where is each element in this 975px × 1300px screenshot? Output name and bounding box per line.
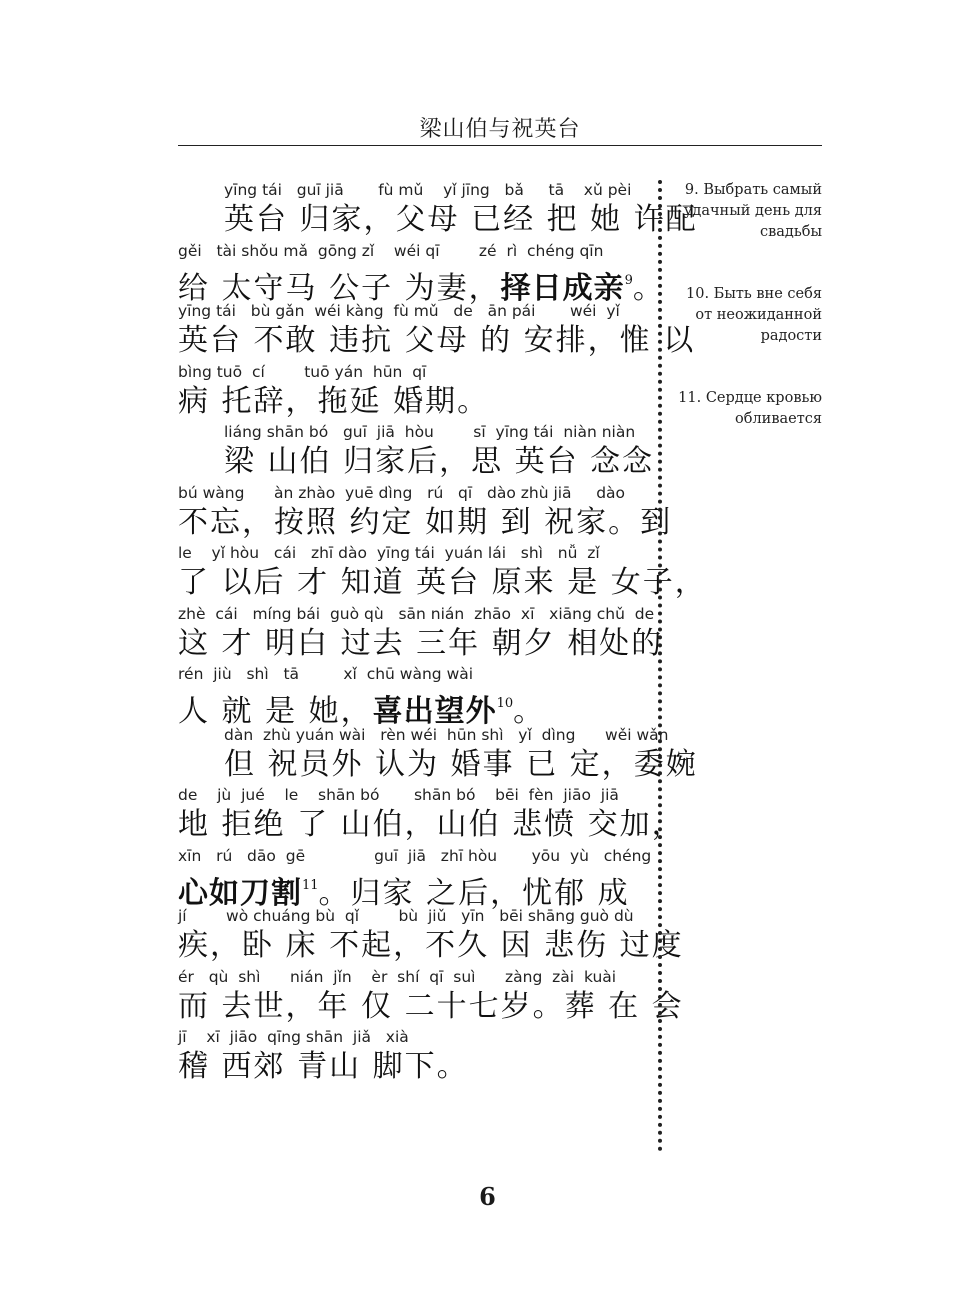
hanzi-segment: 了 以后 才 知道 英台 原来 是 女子， xyxy=(178,565,707,600)
hanzi-segment: 而 去世，年 仅 二十七岁。葬 在 会 xyxy=(178,988,684,1024)
text-line xyxy=(178,481,673,542)
hanzi-segment: 给 太守马 公子 为妻， xyxy=(178,270,501,306)
footnote-10: 10. Быть вне себя от неожиданной радости xyxy=(686,286,822,344)
text-line xyxy=(178,783,684,844)
hanzi-segment: 但 祝员外 认为 婚事 已 定，委婉 xyxy=(224,746,698,782)
pinyin-line: ér qù shì nián jǐn èr shí qī suì zàng zài kuài xyxy=(178,967,617,986)
footnote-marker: 9 xyxy=(624,272,633,288)
page-number: 6 xyxy=(479,1182,496,1211)
hanzi-segment: 这 才 明白 过去 三年 朝夕 相处的 xyxy=(178,625,664,661)
hanzi-segment: 稽 西郊 青山 脚下。 xyxy=(178,1049,469,1084)
text-line xyxy=(178,239,665,306)
hanzi-segment: 。 xyxy=(513,694,546,729)
idiom-highlight: 择日成亲 xyxy=(500,270,625,306)
hanzi-segment: 不忘，按照 约定 如期 到 祝家。到 xyxy=(178,504,673,540)
hanzi-segment: 疾，卧 床 不起，不久 因 悲伤 过度 xyxy=(178,928,684,963)
hanzi-segment: 。归家 之后，忧郁 成 xyxy=(318,875,630,911)
text-line xyxy=(178,541,707,602)
text-line xyxy=(178,904,684,965)
text-line xyxy=(178,602,664,663)
text-line xyxy=(178,844,652,911)
pinyin-line: jí wò chuáng bù qǐ bù jiǔ yīn bēi shāng guò dù xyxy=(178,907,634,925)
pinyin-line: gěi tài shǒu mǎ gōng zǐ wéi qī zé rì chéng qīn xyxy=(178,241,604,260)
hanzi-line xyxy=(178,928,684,964)
hanzi-line xyxy=(178,565,707,601)
page-header-title: 梁山伯与祝英台 xyxy=(419,117,581,142)
text-line xyxy=(178,178,698,239)
hanzi-line xyxy=(178,807,684,843)
pinyin-line: le yǐ hòu cái zhī dào yīng tái yuán lái shì nǚ zǐ xyxy=(178,544,600,562)
pinyin-line: yīng tái bù gǎn wéi kàng fù mǔ de ān pái wéi yǐ xyxy=(178,302,620,320)
hanzi-line xyxy=(178,625,664,662)
pinyin-line: yīng tái guī jiā fù mǔ yǐ jīng bǎ tā xǔ pèi xyxy=(224,181,632,199)
story-text-column xyxy=(178,178,707,1086)
hanzi-segment: 病 托辞，拖延 婚期。 xyxy=(178,383,490,419)
pinyin-line: bú wàng àn zhào yuē dìng rú qī dào zhù jiā dào xyxy=(178,483,626,502)
hanzi-segment: 英台 不敢 违抗 父母 的 安排，惟 以 xyxy=(178,323,696,358)
hanzi-line xyxy=(178,202,698,238)
hanzi-line xyxy=(178,504,673,541)
hanzi-line xyxy=(178,444,655,480)
footnote-11: 11. Сердце кровью обливается xyxy=(678,390,822,427)
text-line xyxy=(178,360,652,421)
hanzi-line xyxy=(178,868,652,911)
hanzi-line xyxy=(178,263,665,306)
pinyin-line: xīn rú dāo gē guī jiā zhī hòu yōu yù chéng xyxy=(178,846,652,865)
hanzi-segment: 人 就 是 她， xyxy=(178,694,373,729)
footnote-marker: 11 xyxy=(302,877,319,893)
footnote-9: 9. Выбрать самый удачный день для свадьбы xyxy=(683,182,822,240)
pinyin-line: liáng shān bó guī jiā hòu sī yīng tái niàn niàn xyxy=(224,423,636,441)
hanzi-segment: 梁 山伯 归家后，思 英台 念念 xyxy=(224,444,655,479)
pinyin-line: bìng tuō cí tuō yán hūn qī xyxy=(178,362,427,381)
header-rule xyxy=(178,145,822,146)
hanzi-line xyxy=(178,384,652,420)
dotted-divider xyxy=(658,180,662,1152)
pinyin-line: zhè cái míng bái guò qù sān nián zhāo xī xiāng chǔ de xyxy=(178,604,655,623)
pinyin-line: rén jiù shì tā xǐ chū wàng wài xyxy=(178,665,474,683)
hanzi-segment: 地 拒绝 了 山伯，山伯 悲愤 交加， xyxy=(178,807,684,842)
hanzi-segment: 英台 归家，父母 已经 把 她 许配 xyxy=(224,202,698,237)
text-line xyxy=(178,1025,652,1086)
hanzi-line xyxy=(178,1049,652,1085)
hanzi-line xyxy=(178,746,698,783)
text-line xyxy=(178,965,684,1026)
hanzi-segment: 。 xyxy=(632,270,665,306)
idiom-highlight: 喜出望外 xyxy=(372,694,497,729)
pinyin-line: jī xī jiāo qīng shān jiǎ xià xyxy=(178,1028,409,1046)
text-line xyxy=(178,420,655,481)
text-line xyxy=(178,723,698,784)
footnote-marker: 10 xyxy=(496,696,514,711)
text-line xyxy=(178,662,652,729)
pinyin-line: de jù jué le shān bó shān bó bēi fèn jiāo jiā xyxy=(178,786,619,804)
idiom-highlight: 心如刀割 xyxy=(178,875,302,911)
hanzi-line xyxy=(178,686,652,729)
text-line xyxy=(178,299,696,360)
hanzi-line xyxy=(178,323,696,359)
pinyin-line: dàn zhù yuán wài rèn wéi hūn shì yǐ dìng wěi wǎn xyxy=(224,725,669,744)
hanzi-line xyxy=(178,988,684,1025)
